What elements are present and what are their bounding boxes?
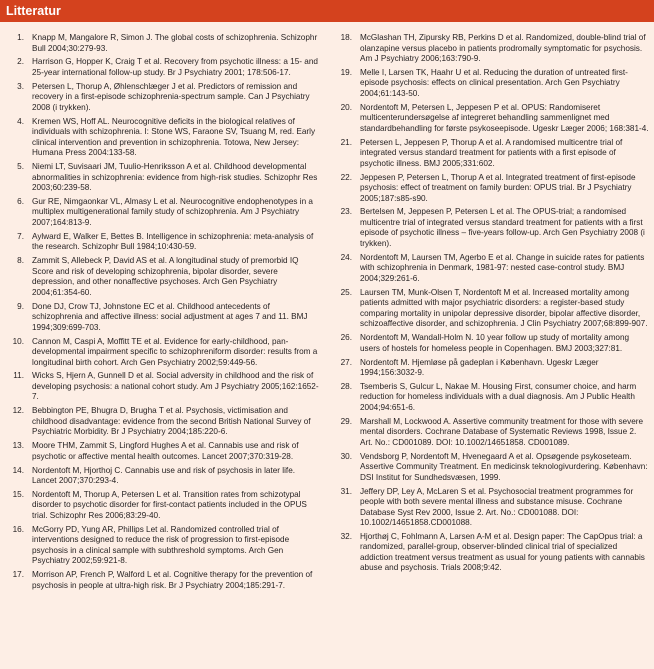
reference-item xyxy=(332,452,650,484)
reference-number: 24. xyxy=(340,252,352,262)
reference-text: Nordentoft M, Petersen L, Jeppesen P et al. OPUS: Randomiseret multicenterundersøgelse af integreret behandling sammenlignet med standardbehandling for første psykoseepisode. Ugeskr Læger 2006; 168:381-4. xyxy=(360,102,649,133)
reference-number: 29. xyxy=(340,416,352,426)
reference-number: 30. xyxy=(340,451,352,461)
reference-number: 4. xyxy=(17,116,24,126)
reference-text: Vendsborg P, Nordentoft M, Hvenegaard A et al. Opsøgende psykoseteam. Assertive Community Treatment. En medicinsk teknologivurdering. København: DSI Institut for Sundhedsvæsen, 1999. xyxy=(360,451,648,482)
reference-text: McGlashan TH, Zipursky RB, Perkins D et al. Randomized, double-blind trial of olanzapine versus placebo in patients prodromally symptomatic for psychosis. Am J Psychiatry 2006;163:790-9. xyxy=(360,33,646,63)
reference-text: Jeffery DP, Ley A, McLaren S et al. Psychosocial treatment programmes for people with both severe mental illness and substance misuse. Cochrane Database Syst Rev 2000, Issue 2. Art. No.: CD001088. DOI: 10.1002/14651858.CD001088. xyxy=(360,486,634,528)
reference-item xyxy=(0,197,320,229)
reference-item xyxy=(332,33,650,65)
reference-text: Kremen WS, Hoff AL. Neurocognitive deficits in the biological relatives of individuals with schizophrenia. I: Stone WS, Faraone SV, Tsuang M, red. Early clinical intervention and prevention in schizophrenia. Totowa, New Jersey: Humana Press 2004:133-58. xyxy=(32,116,316,158)
reference-number: 31. xyxy=(340,486,352,496)
reference-item xyxy=(0,57,320,78)
reference-text: Nordentoft M, Thorup A, Petersen L et al. Transition rates from schizotypal disorder to psychotic disorder for first-contact patients included in the OPUS trial. Schizophr Res 2006;83:29-40. xyxy=(32,489,307,520)
reference-text: Melle I, Larsen TK, Haahr U et al. Reducing the duration of untreated first-episode psychosis: effects on clinical presentation. Arch Gen Psychiatry 2004;61:143-50. xyxy=(360,67,628,98)
reference-text: Bebbington PE, Bhugra D, Brugha T et al. Psychosis, victimisation and childhood disadvantage: evidence from the second British National Survey of Psychiatric Morbidity. Br J Psychiatry 2004;185:220-6. xyxy=(32,406,311,437)
reference-number: 26. xyxy=(340,333,352,343)
reference-number: 22. xyxy=(340,172,352,182)
reference-item xyxy=(332,333,650,354)
reference-item xyxy=(0,33,320,54)
reference-item xyxy=(0,406,320,438)
reference-number: 6. xyxy=(17,196,24,206)
reference-item xyxy=(332,532,650,574)
reference-item xyxy=(332,207,650,249)
reference-number: 11. xyxy=(13,371,24,381)
reference-text: Harrison G, Hopper K, Craig T et al. Recovery from psychotic illness: a 15- and 25-year international follow-up study. Br J Psychiatry 2001; 178:506-17. xyxy=(32,57,318,77)
reference-item xyxy=(332,487,650,529)
reference-number: 7. xyxy=(17,231,24,241)
reference-text: Nordentoft M, Wandall-Holm N. 10 year follow up study of mortality among users of hostels for homeless people in Copenhagen. BMJ 2003;327:81. xyxy=(360,333,630,353)
reference-number: 1. xyxy=(17,33,24,42)
reference-text: Zammit S, Allebeck P, David AS et al. A longitudinal study of premorbid IQ Score and risk of developing schizophrenia, bipolar disorder, severe depression, and other nonaffective psychoses. Arch Gen Psychiatry 2004;61:354-60. xyxy=(32,256,299,297)
reference-text: Tsemberis S, Gulcur L, Nakae M. Housing First, consumer choice, and harm reduction for homeless individuals with a dual diagnosis. Am J Public Health 2004;94:651-6. xyxy=(360,381,637,412)
reference-item xyxy=(0,525,320,567)
reference-text: Morrison AP, French P, Walford L et al. Cognitive therapy for the prevention of psychosis in people at ultra-high risk. Br J Psychiatry 2004;185:291-7. xyxy=(32,570,313,590)
reference-item xyxy=(0,570,320,591)
reference-item xyxy=(0,82,320,114)
reference-text: Done DJ, Crow TJ, Johnstone EC et al. Childhood antecedents of schizophrenia and affective illness: social adjustment at ages 7 and 11. BMJ 1994;309:699-703. xyxy=(32,301,308,332)
reference-number: 18. xyxy=(340,33,352,42)
reference-item xyxy=(0,490,320,522)
reference-number: 8. xyxy=(17,256,24,266)
reference-item xyxy=(0,441,320,462)
reference-text: Petersen L, Jeppesen P, Thorup A et al. A randomised multicentre trial of integrated versus standard treatment for patients with a first episode of psychotic illness. BMJ 2005;331:602. xyxy=(360,137,623,168)
reference-text: Gur RE, Nimgaonkar VL, Almasy L et al. Neurocognitive endophenotypes in a multiplex multigenerational family study of schizophrenia. Am J Psychiatry 2007;164:813-9. xyxy=(32,196,313,227)
reference-text: Wicks S, Hjern A, Gunnell D et al. Social adversity in childhood and the risk of developing psychosis: a national cohort study. Am J Psychiatry 2005;162:1652-7. xyxy=(32,371,319,402)
reference-number: 19. xyxy=(340,67,352,77)
reference-text: Hjorthøj C, Fohlmann A, Larsen A-M et al. Design paper: The CapOpus trial: a randomized, parallel-group, observer-blinded clinical trial of specialized addiction treatment versus treatment as usual for young patients with cannabis abuse and psychosis. Trials 2008;9:42. xyxy=(360,531,645,573)
reference-column-left xyxy=(0,33,320,595)
reference-number: 9. xyxy=(17,301,24,311)
reference-text: Laursen TM, Munk-Olsen T, Nordentoft M et al. Increased mortality among patients admitted with major psychiatric disorders: a register-based study comparing mortality in unipolar depressive disorder, bipolar affective disorder, schizoaffective disorder, and schizophrenia. J Clin Psychiatry 2007;68:899-907. xyxy=(360,287,648,329)
reference-item xyxy=(332,68,650,100)
reference-text: Jeppesen P, Petersen L, Thorup A et al. Integrated treatment of first-episode psychosis: effect of treatment on family burden: OPUS trial. Br J Psychiatry 2005;187:s85-s90. xyxy=(360,172,636,203)
reference-item xyxy=(332,382,650,414)
reference-number: 10. xyxy=(12,336,24,346)
reference-text: Marshall M, Lockwood A. Assertive community treatment for those with severe mental disorders. Cochrane Database of Systematic Reviews 1998, Issue 2. Art. No.: CD001089. DOI: 10.1002/14651858. CD001089. xyxy=(360,416,644,447)
reference-number: 21. xyxy=(340,137,352,147)
reference-number: 27. xyxy=(340,357,352,367)
reference-number: 12. xyxy=(12,406,24,416)
reference-number: 14. xyxy=(12,465,24,475)
reference-item xyxy=(0,466,320,487)
reference-item xyxy=(332,103,650,135)
reference-number: 2. xyxy=(17,57,24,67)
reference-number: 5. xyxy=(17,162,24,172)
reference-text: Aylward E, Walker E, Bettes B. Intelligence in schizophrenia: meta-analysis of the research. Schizophr Bull 1984;10:430-59. xyxy=(32,231,314,252)
reference-text: Nordentoft M, Laursen TM, Agerbo E et al. Change in suicide rates for patients with schizophrenia in Denmark, 1981-97: nested case-control study. BMJ 2004;329:261-6. xyxy=(360,252,645,283)
reference-number: 17. xyxy=(12,570,24,580)
reference-item xyxy=(0,371,320,403)
reference-item xyxy=(0,162,320,194)
reference-item xyxy=(332,417,650,449)
reference-number: 23. xyxy=(340,207,352,217)
reference-text: Petersen L, Thorup A, Øhlenschlæger J et al. Predictors of remission and recovery in a first-episode schizophrenia-spectrum sample. Can J Psychiatry 2008 (i trykken). xyxy=(32,81,310,112)
reference-number: 3. xyxy=(17,81,24,91)
reference-number: 16. xyxy=(12,524,24,534)
reference-item xyxy=(0,337,320,369)
reference-item xyxy=(332,173,650,205)
reference-item xyxy=(0,117,320,159)
reference-text: Cannon M, Caspi A, Moffitt TE et al. Evidence for early-childhood, pan-developmental impairment specific to schizophreniform disorder: results from a longitudinal birth cohort. Arch Gen Psychiatry 2002;59:449-56. xyxy=(32,336,318,367)
reference-item xyxy=(332,253,650,285)
reference-column-right xyxy=(332,33,650,577)
reference-text: McGorry PD, Yung AR, Phillips Let al. Randomized controlled trial of interventions designed to reduce the risk of progression to first-episode psychosis in a clinical sample with subthreshold symptoms. Arch Gen Psychiatry 2002;59:921-8. xyxy=(32,524,290,566)
reference-text: Bertelsen M, Jeppesen P, Petersen L et al. The OPUS-trial; a randomised multicentre trial of integrated versus standard treatment for patients with a first episode of psychotic illness – five-years follow-up. Arch Gen Psychiatry 2008 (i trykken). xyxy=(360,207,645,248)
reference-item xyxy=(332,358,650,379)
reference-item xyxy=(332,138,650,170)
section-header xyxy=(0,0,654,22)
reference-item xyxy=(0,256,320,298)
reference-number: 13. xyxy=(12,441,24,451)
reference-item xyxy=(332,288,650,330)
section-title: Litteratur xyxy=(6,4,61,18)
reference-item xyxy=(0,302,320,334)
reference-number: 28. xyxy=(340,381,352,391)
reference-number: 15. xyxy=(12,489,24,499)
reference-number: 20. xyxy=(340,102,352,112)
reference-text: Nordentoft M, Hjorthoj C. Cannabis use and risk of psychosis in later life. Lancet 2007;370:293-4. xyxy=(32,465,296,486)
reference-text: Nordentoft M. Hjemløse på gadeplan i København. Ugeskr Læger 1994;156:3032-9. xyxy=(360,357,599,378)
reference-number: 25. xyxy=(340,287,352,297)
reference-text: Knapp M, Mangalore R, Simon J. The global costs of schizophrenia. Schizophr Bull 2004;30:279-93. xyxy=(32,33,318,53)
reference-text: Niemi LT, Suvisaari JM, Tuulio-Henriksson A et al. Childhood developmental abnormalities in schizophrenia: evidence from high-risk studies. Schizophr Res 2003;60:239-58. xyxy=(32,162,318,193)
reference-item xyxy=(0,232,320,253)
reference-number: 32. xyxy=(340,531,352,541)
reference-text: Moore THM, Zammit S, Lingford Hughes A et al. Cannabis use and risk of psychotic or affective mental health outcomes. Lancet 2007;370:319-28. xyxy=(32,441,299,461)
